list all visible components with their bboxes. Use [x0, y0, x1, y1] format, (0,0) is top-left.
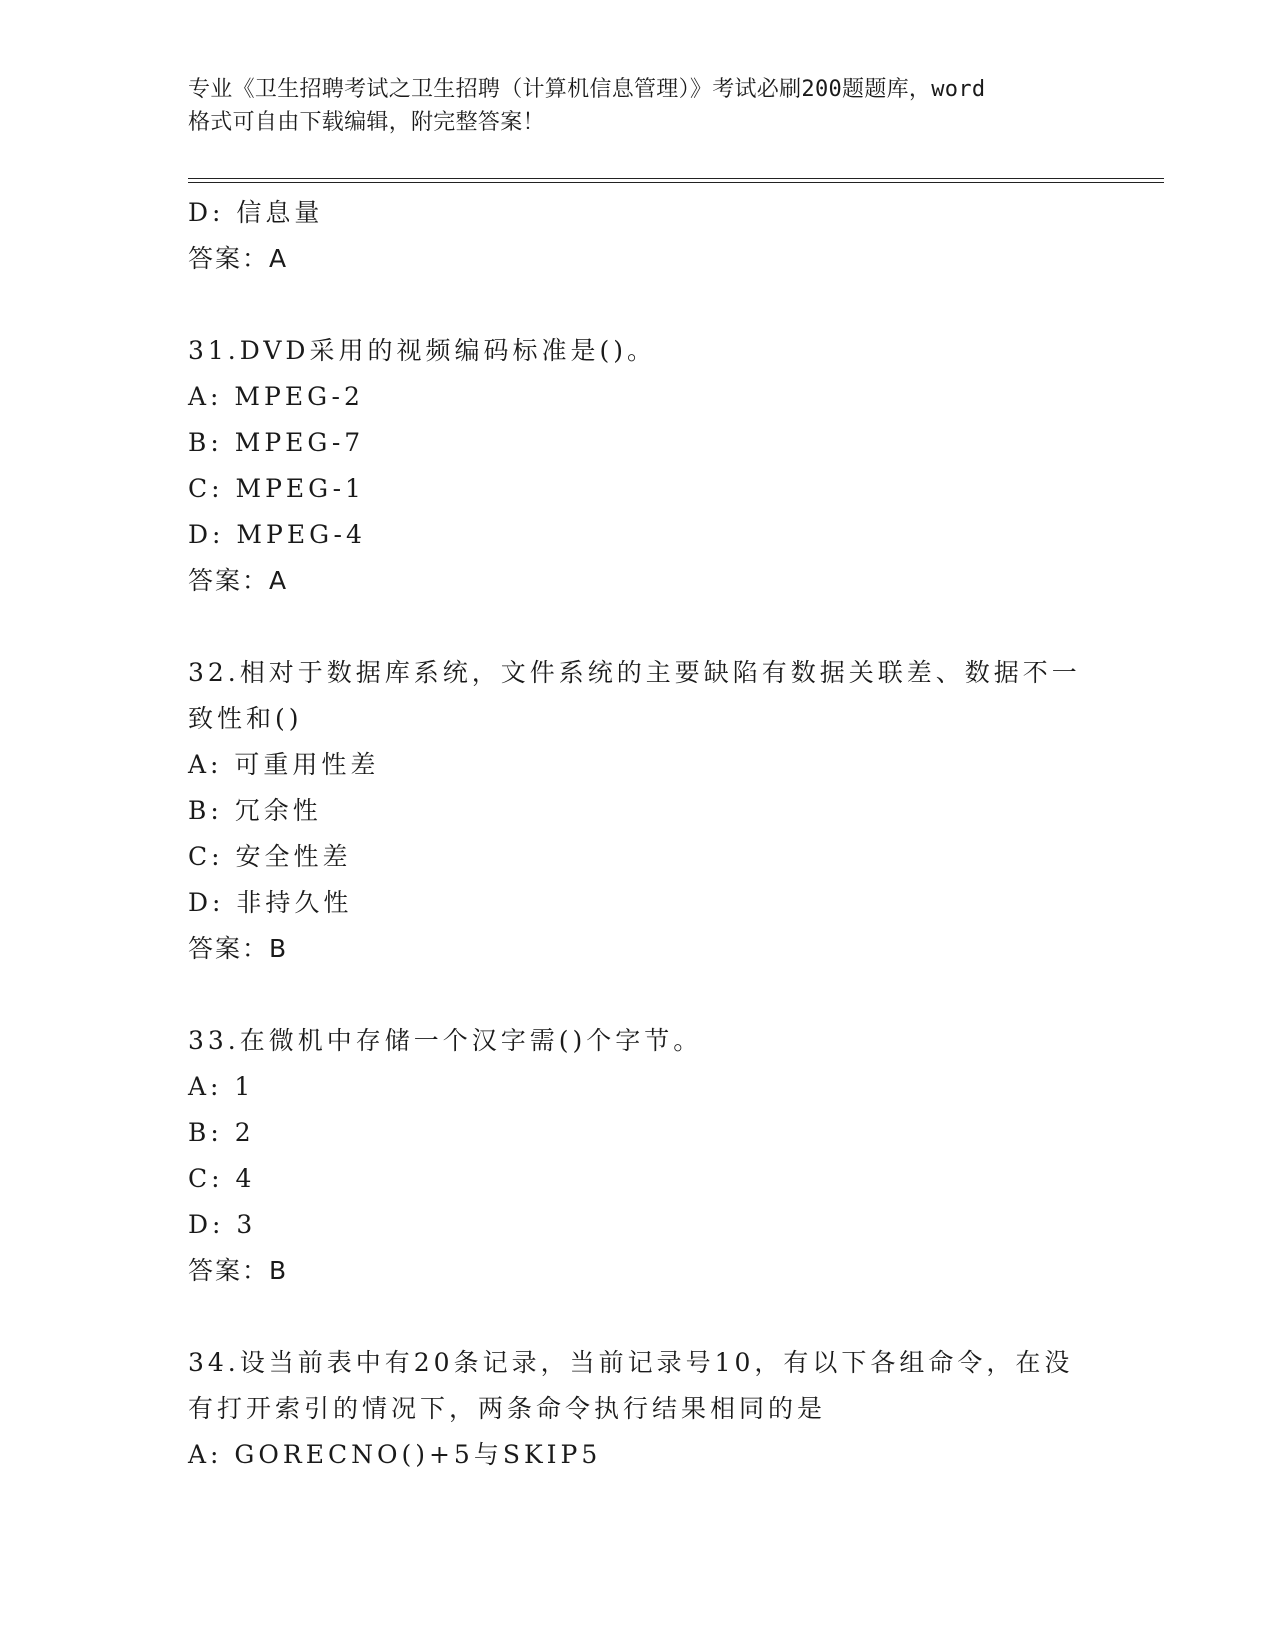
- option-c: C: MPEG-1: [188, 474, 365, 503]
- option-c: C: 4: [188, 1164, 256, 1193]
- question-text: 34.设当前表中有20条记录，当前记录号10，有以下各组命令，在没: [188, 1348, 1074, 1377]
- option-d: D: 3: [188, 1210, 257, 1239]
- option-d: D: MPEG-4: [188, 520, 366, 549]
- option-a: A: 1: [188, 1072, 255, 1101]
- answer-line: 答案：A: [188, 244, 289, 273]
- document-page: [188, 0, 1168, 1650]
- answer-line: 答案：B: [188, 934, 289, 963]
- option-a: A: GORECNO()+5与SKIP5: [188, 1440, 602, 1469]
- question-33: [188, 1018, 1088, 1294]
- question-text: 32.相对于数据库系统，文件系统的主要缺陷有数据关联差、数据不一: [188, 658, 1081, 687]
- option-d: D: 非持久性: [188, 888, 353, 917]
- option-b: B: 2: [188, 1118, 255, 1147]
- option-a: A: 可重用性差: [188, 750, 380, 779]
- question-text: 31.DVD采用的视频编码标准是()。: [188, 336, 656, 365]
- question-text-cont: 致性和(): [188, 704, 303, 733]
- question-34: [188, 1340, 1088, 1478]
- question-32: [188, 650, 1088, 972]
- option-b: B: 冗余性: [188, 796, 322, 825]
- question-text-cont: 有打开索引的情况下，两条命令执行结果相同的是: [188, 1394, 827, 1423]
- header-line-1: 专业《卫生招聘考试之卫生招聘（计算机信息管理）》考试必刷200题题库，word: [188, 77, 986, 102]
- header-line-2: 格式可自由下载编辑，附完整答案！: [188, 110, 545, 135]
- document-header: [188, 73, 1078, 139]
- question-31: [188, 328, 1088, 604]
- option-c: C: 安全性差: [188, 842, 352, 871]
- option-a: A: MPEG-2: [188, 382, 364, 411]
- answer-line: 答案：A: [188, 566, 289, 595]
- question-text: 33.在微机中存储一个汉字需()个字节。: [188, 1026, 703, 1055]
- question-30-tail: [188, 190, 1088, 282]
- option-d: D: 信息量: [188, 198, 324, 227]
- answer-line: 答案：B: [188, 1256, 289, 1285]
- header-divider: [188, 178, 1164, 183]
- question-list: [188, 190, 1088, 1524]
- option-b: B: MPEG-7: [188, 428, 365, 457]
